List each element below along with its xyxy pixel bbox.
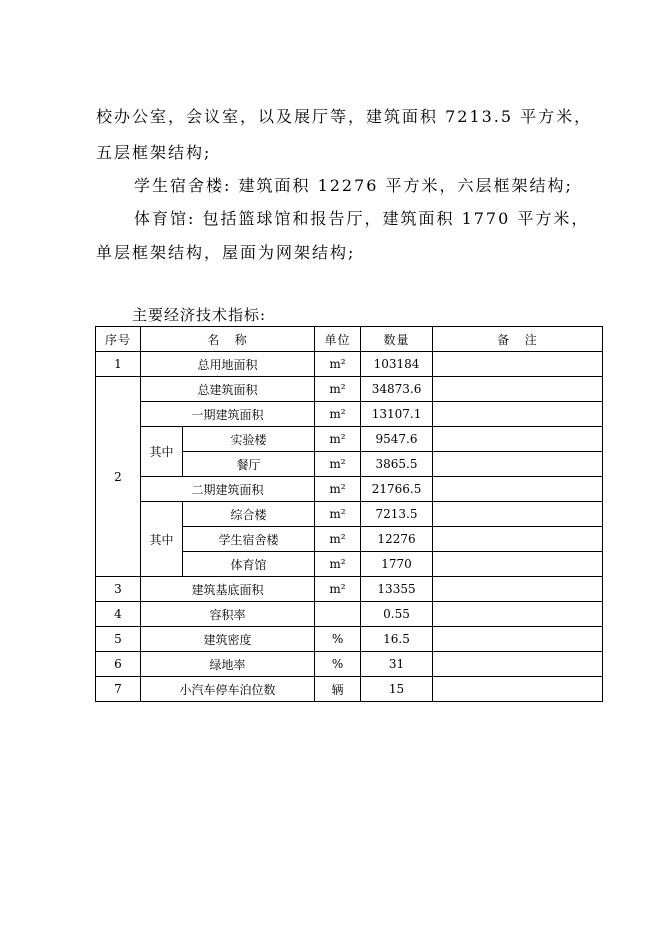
note-cell: [433, 677, 603, 702]
note-cell: [433, 377, 603, 402]
table-row: [96, 577, 603, 602]
table-header-row: [96, 327, 603, 352]
name-cell: 建筑密度: [141, 627, 315, 652]
name-cell: 容积率: [141, 602, 315, 627]
table-row: [96, 502, 603, 527]
unit-cell: %: [315, 652, 361, 677]
qty-cell: 3865.5: [361, 452, 433, 477]
qty-cell: 12276: [361, 527, 433, 552]
qty-cell: 9547.6: [361, 427, 433, 452]
seq-cell: 3: [96, 577, 141, 602]
table-row: [96, 602, 603, 627]
note-cell: [433, 402, 603, 427]
unit-cell: m²: [315, 352, 361, 377]
unit-cell: %: [315, 627, 361, 652]
unit-cell: [315, 602, 361, 627]
note-cell: [433, 652, 603, 677]
table-row: [96, 627, 603, 652]
name-cell: 建筑基底面积: [141, 577, 315, 602]
name-cell: 小汽车停车泊位数: [141, 677, 315, 702]
qty-cell: 7213.5: [361, 502, 433, 527]
header-note: 备 注: [433, 327, 603, 352]
group-cell: 其中: [141, 427, 183, 477]
qty-cell: 31: [361, 652, 433, 677]
table-row: [96, 352, 603, 377]
unit-cell: m²: [315, 452, 361, 477]
note-cell: [433, 502, 603, 527]
qty-cell: 16.5: [361, 627, 433, 652]
table-caption: 主要经济技术指标:: [132, 306, 267, 324]
qty-cell: 21766.5: [361, 477, 433, 502]
header-seq: 序号: [96, 327, 141, 352]
qty-cell: 1770: [361, 552, 433, 577]
paragraph-line-3: 学生宿舍楼: 建筑面积 12276 平方米，六层框架结构;: [134, 176, 573, 195]
table-row: [96, 427, 603, 452]
note-cell: [433, 427, 603, 452]
seq-cell: 2: [96, 377, 141, 577]
unit-cell: m²: [315, 527, 361, 552]
note-cell: [433, 452, 603, 477]
note-cell: [433, 477, 603, 502]
unit-cell: m²: [315, 577, 361, 602]
unit-cell: 辆: [315, 677, 361, 702]
qty-cell: 13107.1: [361, 402, 433, 427]
name-cell: 学生宿舍楼: [183, 527, 315, 552]
note-cell: [433, 352, 603, 377]
name-cell: 总建筑面积: [141, 377, 315, 402]
name-cell: 一期建筑面积: [141, 402, 315, 427]
note-cell: [433, 577, 603, 602]
paragraph-line-5: 单层框架结构，屋面为网架结构;: [96, 243, 356, 262]
group-cell: 其中: [141, 502, 183, 577]
economic-indicators-table: [95, 326, 603, 702]
note-cell: [433, 527, 603, 552]
unit-cell: m²: [315, 377, 361, 402]
unit-cell: m²: [315, 502, 361, 527]
paragraph-line-1: 校办公室，会议室，以及展厅等，建筑面积 7213.5 平方米，: [96, 107, 593, 126]
header-qty: 数量: [361, 327, 433, 352]
name-cell: 餐厅: [183, 452, 315, 477]
note-cell: [433, 552, 603, 577]
table-row: [96, 402, 603, 427]
qty-cell: 0.55: [361, 602, 433, 627]
seq-cell: 7: [96, 677, 141, 702]
name-cell: 二期建筑面积: [141, 477, 315, 502]
qty-cell: 34873.6: [361, 377, 433, 402]
note-cell: [433, 602, 603, 627]
name-cell: 体育馆: [183, 552, 315, 577]
unit-cell: m²: [315, 402, 361, 427]
qty-cell: 103184: [361, 352, 433, 377]
name-cell: 总用地面积: [141, 352, 315, 377]
table-row: [96, 477, 603, 502]
seq-cell: 5: [96, 627, 141, 652]
paragraph-line-2: 五层框架结构;: [96, 143, 212, 162]
seq-cell: 6: [96, 652, 141, 677]
name-cell: 实验楼: [183, 427, 315, 452]
note-cell: [433, 627, 603, 652]
unit-cell: m²: [315, 552, 361, 577]
qty-cell: 13355: [361, 577, 433, 602]
header-unit: 单位: [315, 327, 361, 352]
paragraph-line-4: 体育馆: 包括篮球馆和报告厅，建筑面积 1770 平方米，: [134, 209, 590, 228]
table-row: [96, 677, 603, 702]
unit-cell: m²: [315, 477, 361, 502]
name-cell: 绿地率: [141, 652, 315, 677]
header-name: 名 称: [141, 327, 315, 352]
table-row: [96, 377, 603, 402]
qty-cell: 15: [361, 677, 433, 702]
unit-cell: m²: [315, 427, 361, 452]
table-row: [96, 652, 603, 677]
seq-cell: 4: [96, 602, 141, 627]
name-cell: 综合楼: [183, 502, 315, 527]
seq-cell: 1: [96, 352, 141, 377]
